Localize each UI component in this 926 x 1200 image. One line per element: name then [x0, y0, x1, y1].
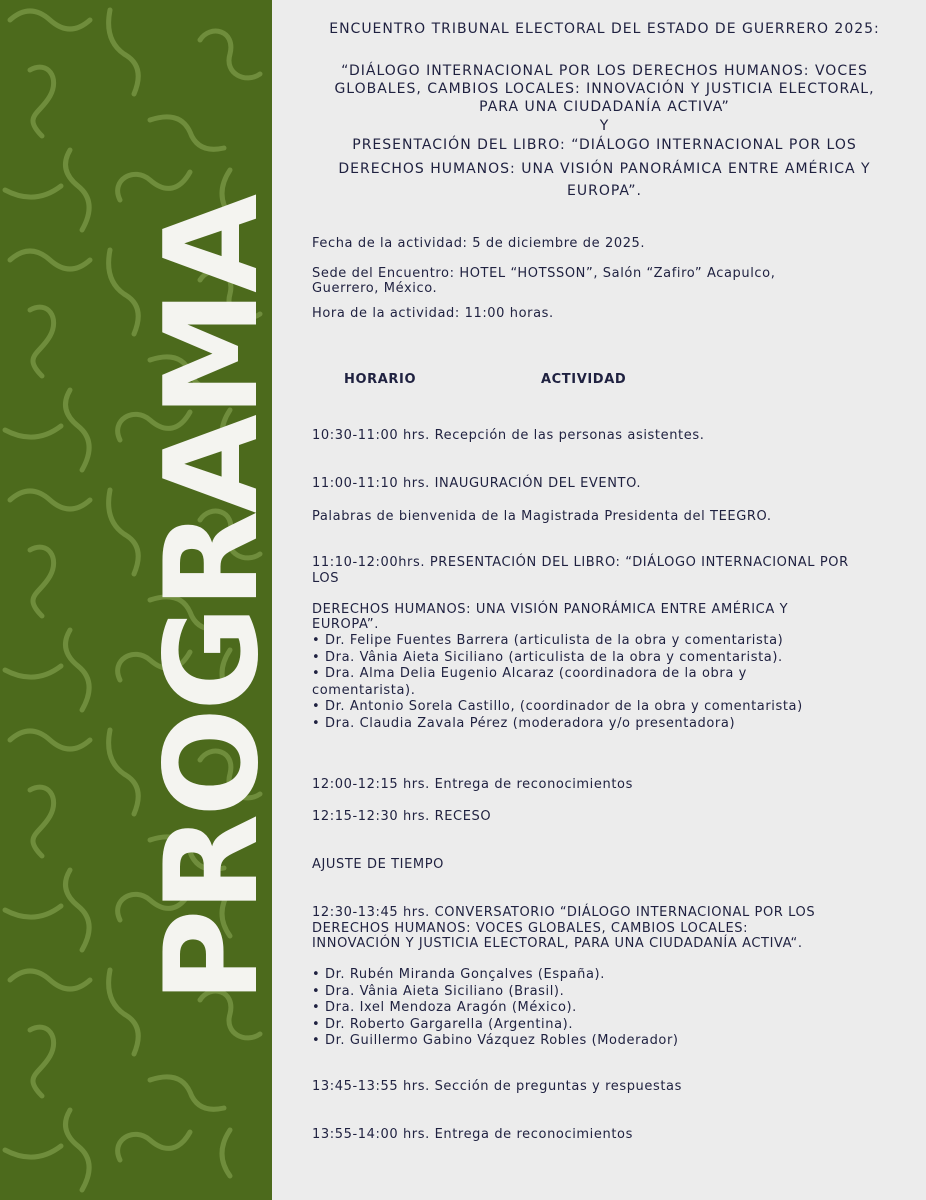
- panel-participants: [312, 967, 679, 1050]
- venue-line: Sede del Encuentro: HOTEL “HOTSSON”, Salón “Zafiro” Acapulco,: [312, 266, 776, 281]
- participant-item: • Dr. Rubén Miranda Gonçalves (España).: [312, 967, 679, 984]
- participant-item: • Dra. Vânia Aieta Siciliano (articulista de la obra y comentarista).: [312, 650, 803, 667]
- participant-item: • Dr. Felipe Fuentes Barrera (articulista de la obra y comentarista): [312, 633, 803, 650]
- schedule-item: 13:45-13:55 hrs. Sección de preguntas y respuestas: [312, 1079, 682, 1094]
- theme-line: GLOBALES, CAMBIOS LOCALES: INNOVACIÓN Y JUSTICIA ELECTORAL,: [334, 81, 875, 97]
- schedule-item: DERECHOS HUMANOS: UNA VISIÓN PANORÁMICA ENTRE AMÉRICA Y: [312, 602, 789, 617]
- schedule-item: 13:55-14:00 hrs. Entrega de reconocimientos: [312, 1127, 633, 1142]
- participant-item: • Dra. Claudia Zavala Pérez (moderadora y/o presentadora): [312, 716, 803, 733]
- participant-item: • Dra. Ixel Mendoza Aragón (México).: [312, 1000, 679, 1017]
- program-content: [312, 0, 897, 1200]
- theme-line: “DIÁLOGO INTERNACIONAL POR LOS DERECHOS HUMANOS: VOCES: [341, 63, 868, 79]
- schedule-item: 12:30-13:45 hrs. CONVERSATORIO “DIÁLOGO INTERNACIONAL POR LOS: [312, 905, 816, 920]
- participant-item: • Dra. Alma Delia Eugenio Alcaraz (coordinadora de la obra y: [312, 666, 803, 683]
- schedule-note: AJUSTE DE TIEMPO: [312, 857, 445, 872]
- participant-item: comentarista).: [312, 682, 416, 698]
- sidebar-panel: [0, 0, 287, 1200]
- participant-item: • Dr. Antonio Sorela Castillo, (coordinador de la obra y comentarista): [312, 699, 803, 716]
- column-header-horario: HORARIO: [344, 372, 417, 387]
- schedule-item: 12:15-12:30 hrs. RECESO: [312, 809, 492, 824]
- schedule-item: 11:00-11:10 hrs. INAUGURACIÓN DEL EVENTO.: [312, 476, 642, 491]
- venue-line: Guerrero, México.: [312, 281, 438, 296]
- activity-date: Fecha de la actividad: 5 de diciembre de 2025.: [312, 236, 646, 251]
- schedule-item: LOS: [312, 571, 340, 586]
- participant-item: • Dr. Roberto Gargarella (Argentina).: [312, 1017, 679, 1034]
- book-line: EUROPA”.: [567, 183, 642, 199]
- activity-time: Hora de la actividad: 11:00 horas.: [312, 306, 554, 321]
- schedule-item: 12:00-12:15 hrs. Entrega de reconocimientos: [312, 777, 633, 792]
- event-title: ENCUENTRO TRIBUNAL ELECTORAL DEL ESTADO DE GUERRERO 2025:: [329, 21, 880, 37]
- participant-item: • Dr. Guillermo Gabino Vázquez Robles (Moderador): [312, 1033, 679, 1050]
- schedule-item: 11:10-12:00hrs. PRESENTACIÓN DEL LIBRO: “DIÁLOGO INTERNACIONAL POR: [312, 555, 849, 570]
- book-line: PRESENTACIÓN DEL LIBRO: “DIÁLOGO INTERNACIONAL POR LOS: [352, 137, 857, 153]
- schedule-item: INNOVACIÓN Y JUSTICIA ELECTORAL, PARA UNA CIUDADANÍA ACTIVA“.: [312, 936, 803, 951]
- book-line: DERECHOS HUMANOS: UNA VISIÓN PANORÁMICA ENTRE AMÉRICA Y: [338, 161, 871, 177]
- conjunction: Y: [599, 118, 610, 134]
- book-participants: [312, 633, 803, 732]
- schedule-item: 10:30-11:00 hrs. Recepción de las personas asistentes.: [312, 428, 705, 443]
- schedule-note: Palabras de bienvenida de la Magistrada Presidenta del TEEGRO.: [312, 509, 772, 524]
- participant-item: • Dra. Vânia Aieta Siciliano (Brasil).: [312, 984, 679, 1001]
- program-title: PROGRAMA: [138, 196, 287, 1004]
- theme-line: PARA UNA CIUDADANÍA ACTIVA”: [479, 99, 730, 115]
- column-header-actividad: ACTIVIDAD: [541, 372, 627, 387]
- schedule-item: EUROPA”.: [312, 617, 379, 632]
- schedule-item: DERECHOS HUMANOS: VOCES GLOBALES, CAMBIOS LOCALES:: [312, 921, 749, 936]
